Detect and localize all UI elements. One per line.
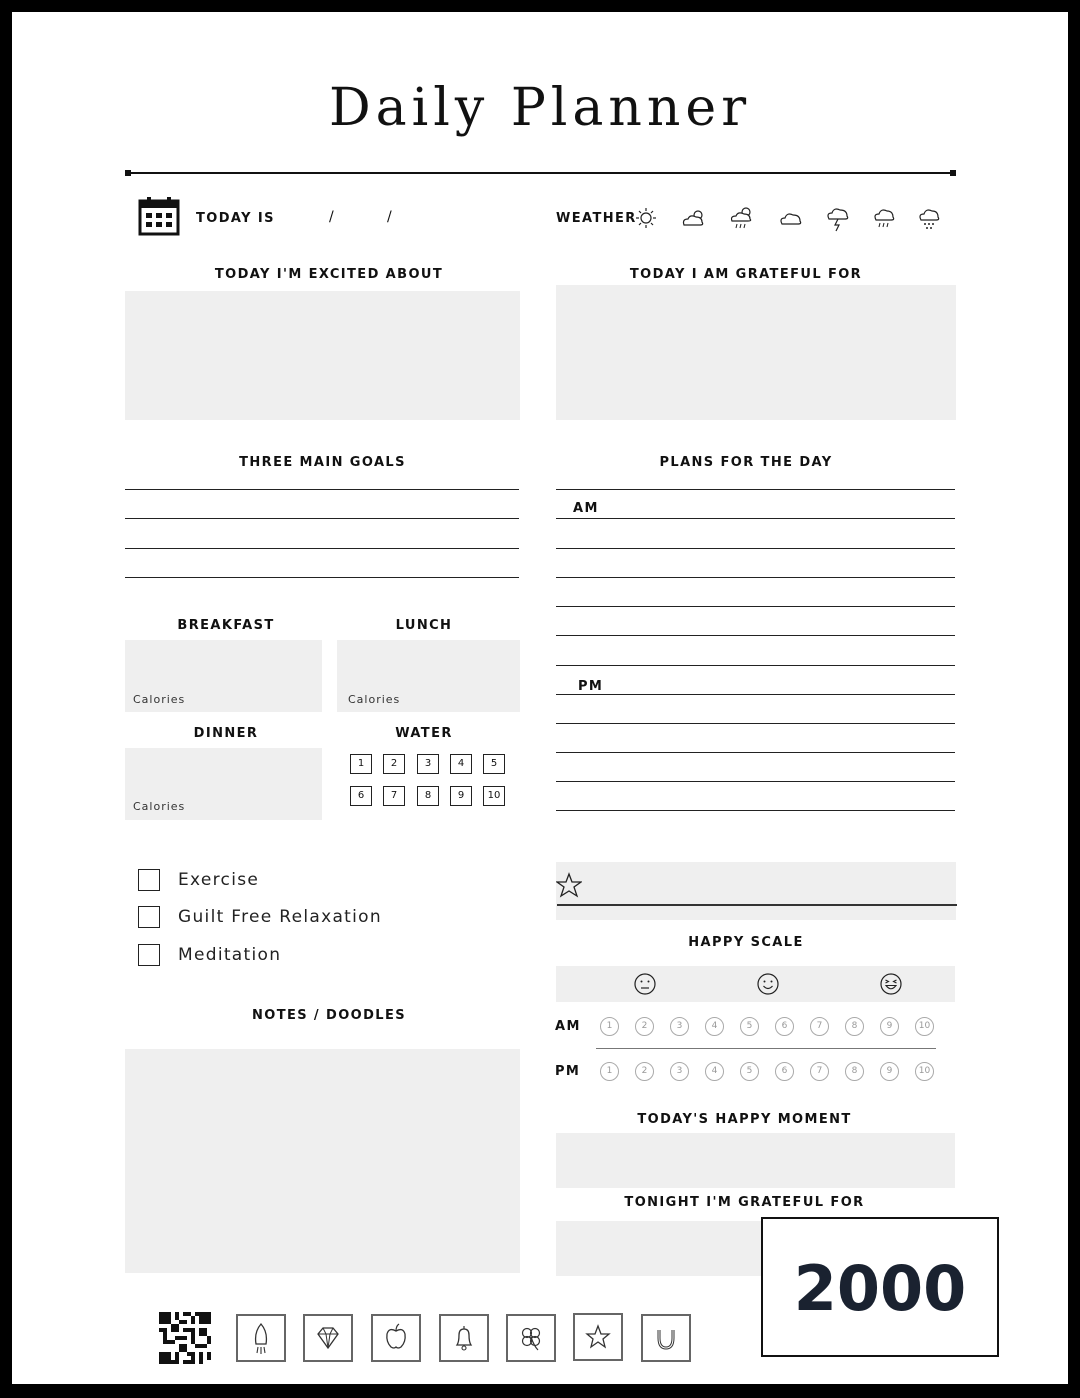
pm-scale-5[interactable]: 5 [740,1062,759,1081]
plan-line[interactable] [556,781,955,782]
grateful-box[interactable] [556,285,956,420]
am-scale-3[interactable]: 3 [670,1017,689,1036]
pm-scale-3[interactable]: 3 [670,1062,689,1081]
horseshoe-icon[interactable] [641,1314,691,1362]
pm-scale-2[interactable]: 2 [635,1062,654,1081]
scale-am-label: AM [555,1019,581,1034]
partly-cloudy-icon[interactable] [680,207,708,229]
water-cup[interactable]: 2 [383,754,405,774]
rocket-icon[interactable] [236,1314,286,1362]
am-scale-7[interactable]: 7 [810,1017,829,1036]
plan-line[interactable] [556,635,955,636]
water-cup[interactable]: 1 [350,754,372,774]
am-scale-1[interactable]: 1 [600,1017,619,1036]
goal-line[interactable] [125,577,519,578]
plan-line[interactable] [556,548,955,549]
date-separator: / [329,209,334,225]
breakfast-heading: BREAKFAST [177,618,275,633]
plans-am-label: AM [573,501,599,516]
relaxation-checkbox[interactable] [138,906,160,928]
plan-line[interactable] [556,518,955,519]
water-cup[interactable]: 10 [483,786,505,806]
dinner-heading: DINNER [193,726,259,741]
water-cup[interactable]: 3 [417,754,439,774]
apple-icon[interactable] [371,1314,421,1362]
plan-line[interactable] [556,665,955,666]
rule-end-right [950,170,956,176]
happy-moment-heading: TODAY'S HAPPY MOMENT [637,1112,852,1127]
water-heading: WATER [395,726,453,741]
pm-scale-1[interactable]: 1 [600,1062,619,1081]
year-badge [761,1217,999,1357]
notes-box[interactable] [125,1049,520,1273]
snow-icon[interactable] [918,207,940,231]
thunderstorm-icon[interactable] [826,206,850,232]
am-scale-5[interactable]: 5 [740,1017,759,1036]
title-rule [126,172,956,174]
clover-icon[interactable] [506,1314,556,1362]
plan-line[interactable] [556,606,955,607]
plans-heading: PLANS FOR THE DAY [659,455,833,470]
water-cup[interactable]: 6 [350,786,372,806]
laughing-face-icon[interactable] [880,973,902,995]
relaxation-label: Guilt Free Relaxation [178,907,382,927]
pm-scale-9[interactable]: 9 [880,1062,899,1081]
water-cup[interactable]: 7 [383,786,405,806]
neutral-face-icon[interactable] [634,973,656,995]
star-icon [556,872,582,898]
excited-heading: TODAY I'M EXCITED ABOUT [214,267,444,282]
meditation-checkbox[interactable] [138,944,160,966]
lunch-calories: Calories [348,693,401,706]
goal-line[interactable] [125,548,519,549]
star-icon[interactable] [573,1313,623,1361]
plan-line[interactable] [556,694,955,695]
plan-line[interactable] [556,723,955,724]
breakfast-calories: Calories [133,693,186,706]
sun-icon[interactable] [635,207,657,229]
rule-end-left [125,170,131,176]
tonight-grateful-heading: TONIGHT I'M GRATEFUL FOR [624,1195,865,1210]
star-note-box[interactable] [556,862,956,920]
goal-line[interactable] [125,518,519,519]
water-cup[interactable]: 5 [483,754,505,774]
today-is-label: TODAY IS [196,211,275,226]
plan-line[interactable] [556,810,955,811]
goal-line[interactable] [125,489,519,490]
notes-heading: NOTES / DOODLES [251,1008,407,1023]
pm-scale-7[interactable]: 7 [810,1062,829,1081]
am-scale-8[interactable]: 8 [845,1017,864,1036]
weather-label: WEATHER [556,211,637,226]
am-scale-10[interactable]: 10 [915,1017,934,1036]
bell-icon[interactable] [439,1314,489,1362]
goals-heading: THREE MAIN GOALS [239,455,406,470]
diamond-icon[interactable] [303,1314,353,1362]
am-scale-4[interactable]: 4 [705,1017,724,1036]
plans-pm-label: PM [578,679,604,694]
year-text: 2000 [793,1252,967,1325]
exercise-label: Exercise [178,870,260,890]
pm-scale-8[interactable]: 8 [845,1062,864,1081]
exercise-checkbox[interactable] [138,869,160,891]
date-separator: / [387,209,392,225]
am-scale-9[interactable]: 9 [880,1017,899,1036]
plan-line[interactable] [556,752,955,753]
dinner-calories: Calories [133,800,186,813]
star-note-line [557,904,957,906]
scale-pm-label: PM [555,1064,581,1079]
pm-scale-4[interactable]: 4 [705,1062,724,1081]
water-cup[interactable]: 8 [417,786,439,806]
calendar-icon [138,196,180,236]
plan-line[interactable] [556,577,955,578]
plan-line[interactable] [556,489,955,490]
water-cup[interactable]: 9 [450,786,472,806]
page-title: Daily Planner [328,78,752,138]
happy-moment-box[interactable] [556,1133,955,1188]
grateful-heading: TODAY I AM GRATEFUL FOR [629,267,863,282]
lunch-heading: LUNCH [395,618,453,633]
happy-scale-heading: HAPPY SCALE [688,935,804,950]
smile-face-icon[interactable] [757,973,779,995]
am-scale-6[interactable]: 6 [775,1017,794,1036]
meditation-label: Meditation [178,945,282,965]
am-scale-2[interactable]: 2 [635,1017,654,1036]
sun-rain-icon[interactable] [729,205,755,231]
cloud-icon[interactable] [779,209,803,227]
pm-scale-6[interactable]: 6 [775,1062,794,1081]
scale-divider [596,1048,936,1049]
excited-box[interactable] [125,291,520,420]
rain-icon[interactable] [873,207,895,231]
qr-code-icon [159,1312,211,1364]
water-cup[interactable]: 4 [450,754,472,774]
pm-scale-10[interactable]: 10 [915,1062,934,1081]
